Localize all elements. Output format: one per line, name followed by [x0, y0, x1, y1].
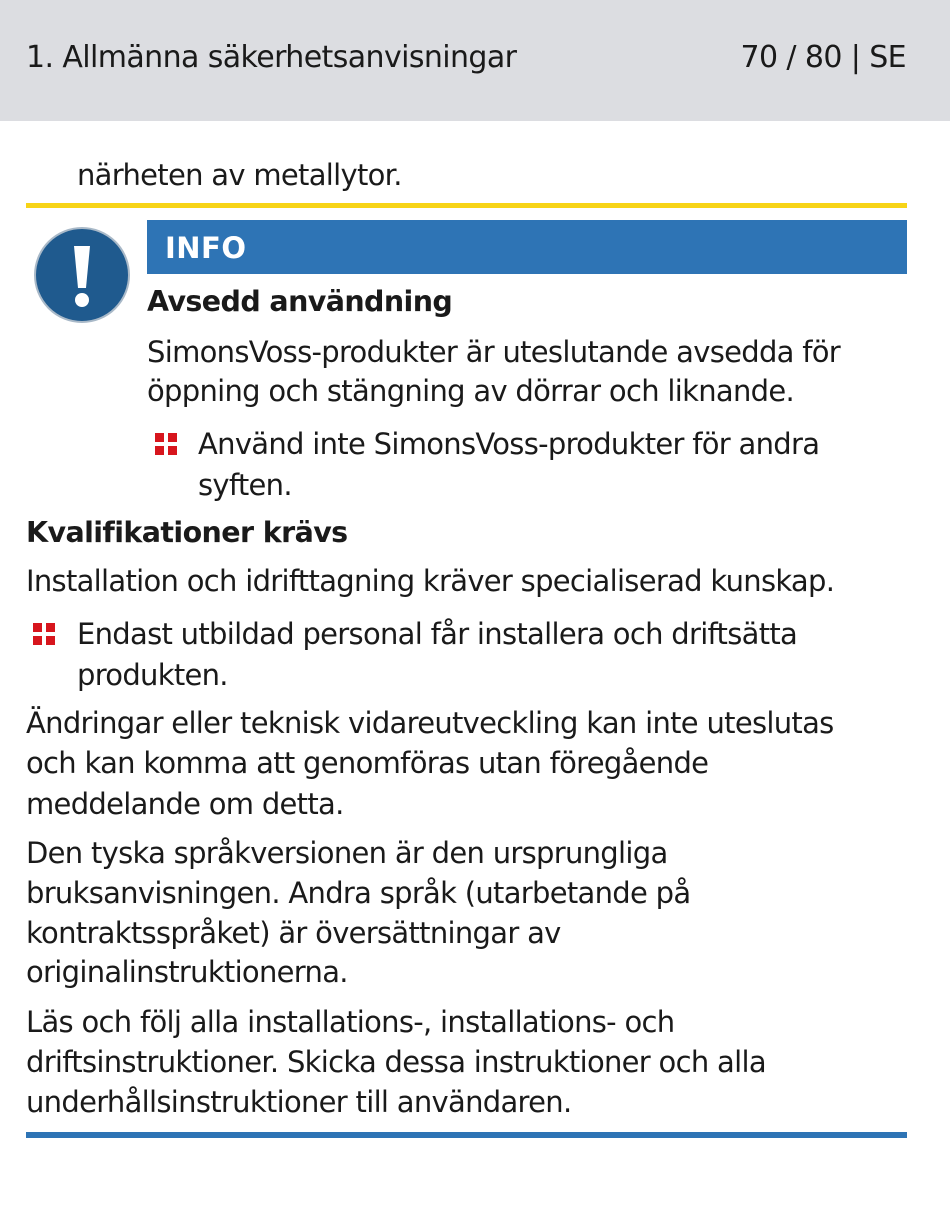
- paragraph-line: Ändringar eller teknisk vidareutveckling kan inte uteslutas: [26, 706, 834, 740]
- info-heading: Avsedd användning: [147, 285, 453, 318]
- qualifications-bullet-line: Endast utbildad personal får installera och driftsätta: [77, 617, 798, 651]
- paragraph-line: Läs och följ alla installations-, installations- och: [26, 1005, 675, 1039]
- page-header: [0, 0, 950, 121]
- info-paragraph-line: öppning och stängning av dörrar och liknande.: [147, 374, 795, 408]
- paragraph-line: och kan komma att genomföras utan föregående: [26, 746, 709, 780]
- qualifications-intro: Installation och idrifttagning kräver specialiserad kunskap.: [26, 564, 835, 598]
- qualifications-heading: Kvalifikationer krävs: [26, 516, 348, 549]
- paragraph-line: kontraktsspråket) är översättningar av: [26, 916, 561, 950]
- info-paragraph-line: SimonsVoss-produkter är uteslutande avsedda för: [147, 335, 841, 369]
- paragraph-line: originalinstruktionerna.: [26, 955, 348, 989]
- info-box-end-divider: [26, 1132, 907, 1138]
- info-bullet-line: Använd inte SimonsVoss-produkter för andra: [198, 427, 820, 461]
- paragraph-line: bruksanvisningen. Andra språk (utarbetande på: [26, 876, 691, 910]
- info-bullet-line: syften.: [198, 468, 292, 502]
- qualifications-bullet-line: produkten.: [77, 658, 228, 692]
- info-label: INFO: [165, 231, 247, 265]
- paragraph-line: Den tyska språkversionen är den ursprungliga: [26, 836, 668, 870]
- paragraph-line: meddelande om detta.: [26, 787, 344, 821]
- intro-text: närheten av metallytor.: [77, 158, 402, 192]
- page-number: 70 / 80 | SE: [740, 40, 906, 75]
- bullet-icon: [155, 433, 177, 455]
- bullet-icon: [33, 623, 55, 645]
- exclamation-circle-icon: [33, 226, 131, 324]
- section-title: 1. Allmänna säkerhetsanvisningar: [26, 40, 517, 75]
- warning-divider: [26, 203, 907, 208]
- paragraph-line: underhållsinstruktioner till användaren.: [26, 1085, 572, 1119]
- info-banner: [147, 220, 907, 274]
- paragraph-line: driftsinstruktioner. Skicka dessa instruktioner och alla: [26, 1045, 766, 1079]
